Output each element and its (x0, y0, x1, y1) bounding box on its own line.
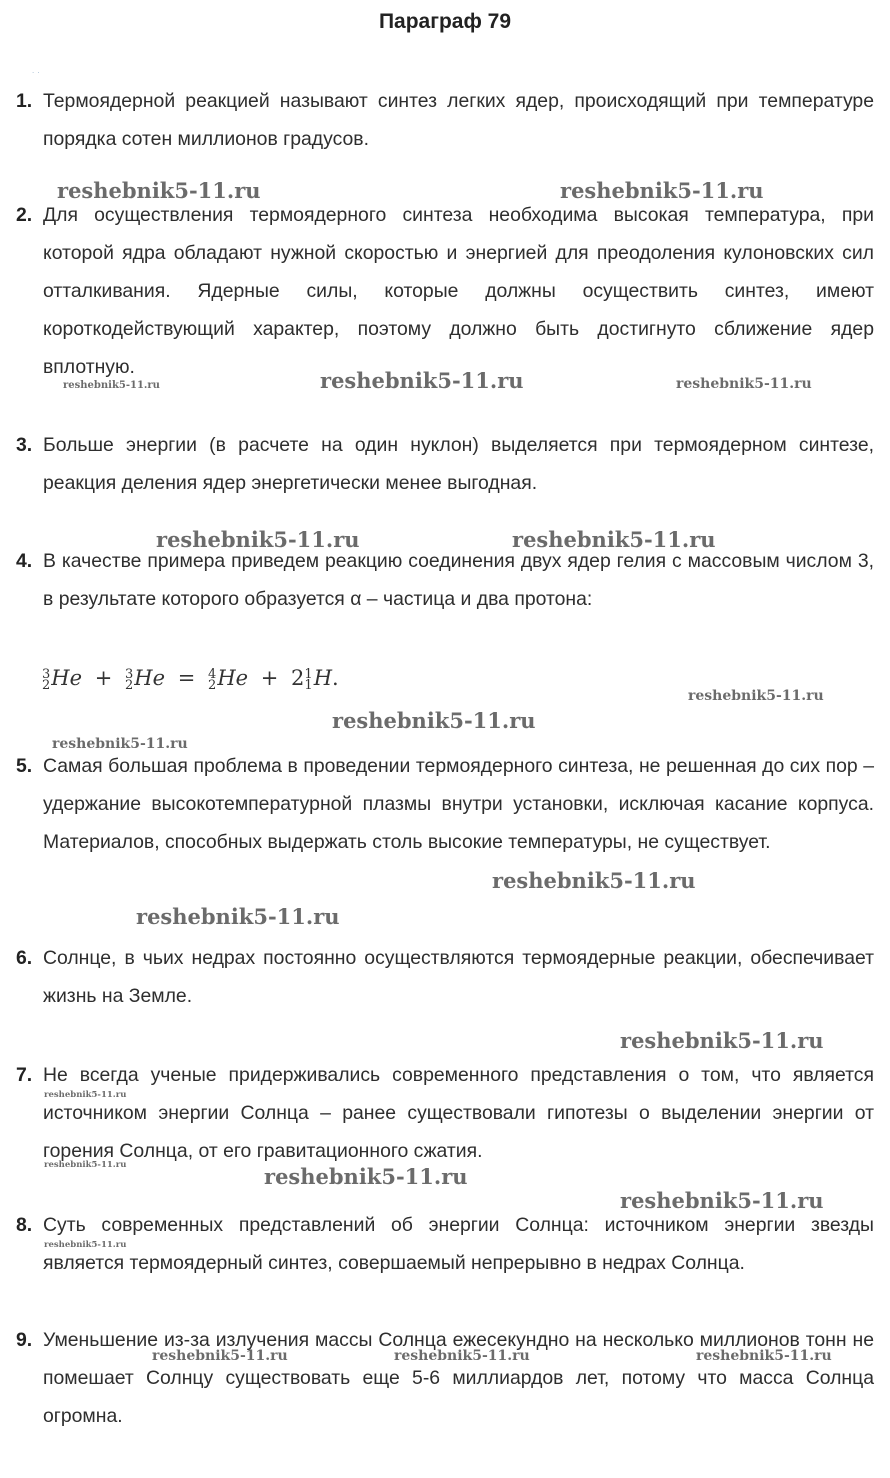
isotope-indices: 3 2 (125, 666, 134, 693)
item-text: Самая большая проблема в проведении термоядерного синтеза, не решенная до сих пор – удержание высокотемпературной плазмы внутри установки, исключая касание корпуса. Материалов, способных выдержать столь высокие температуры, не существует. (43, 755, 874, 853)
element-symbol: H (313, 666, 333, 690)
item-text: Суть современных представлений об энергии Солнца: источником энергии звезды является термоядерный синтез, совершаемый непрерывно в недрах Солнца. (43, 1214, 874, 1274)
item-text: Для осуществления термоядерного синтеза необходима высокая температура, при которой ядра обладают нужной скоростью и энергией для преодоления кулоновских сил отталкивания. Ядерные силы, которые должны осуществить синтез, имеют короткодействующий характер, поэтому должно быть достигнуто сближение ядер вплотную. (43, 204, 874, 378)
period: . (332, 666, 339, 690)
watermark: reshebnik5-11.ru (264, 1164, 468, 1189)
item-number: 2. (16, 204, 33, 226)
item-text: Больше энергии (в расчете на один нуклон) выделяется при термоядерном синтезе, реакция деления ядер энергетически менее выгодная. (43, 434, 874, 494)
fusion-reaction-formula (42, 666, 339, 691)
watermark: reshebnik5-11.ru (63, 380, 160, 391)
item-text: В качестве примера приведем реакцию соединения двух ядер гелия с массовым числом 3, в результате которого образуется α – частица и два протона: (43, 550, 874, 610)
item-text: Не всегда ученые придерживались современного представления о том, что является источником энергии Солнца – ранее существовали гипотезы о выделении энергии от горения Солнца, от его гравитационного сжатия. (43, 1064, 874, 1162)
watermark: reshebnik5-11.ru (676, 376, 812, 392)
watermark: reshebnik5-11.ru (620, 1028, 824, 1053)
watermark: reshebnik5-11.ru (320, 368, 524, 393)
element-symbol: He (51, 666, 83, 690)
watermark: reshebnik5-11.ru (620, 1188, 824, 1213)
watermark: reshebnik5-11.ru (44, 1240, 127, 1250)
answer-item-8 (16, 1206, 874, 1282)
item-number: 5. (16, 755, 33, 777)
item-number: 7. (16, 1064, 33, 1086)
item-text: Уменьшение из-за излучения массы Солнца ежесекундно на несколько миллионов тонн не помешает Солнцу существовать еще 5-6 миллиардов лет, потому что масса Солнца огромна. (43, 1329, 874, 1427)
watermark: reshebnik5-11.ru (492, 868, 696, 893)
watermark: reshebnik5-11.ru (156, 527, 360, 552)
coefficient: 2 (291, 666, 305, 690)
watermark: reshebnik5-11.ru (136, 904, 340, 929)
watermark: reshebnik5-11.ru (512, 527, 716, 552)
answer-item-4 (16, 542, 874, 618)
plus-sign: + (94, 666, 113, 690)
watermark: reshebnik5-11.ru (560, 178, 764, 203)
watermark: reshebnik5-11.ru (44, 1160, 127, 1170)
equals-sign: = (177, 666, 196, 690)
watermark: reshebnik5-11.ru (696, 1348, 832, 1364)
decorative-dots: .. (32, 66, 43, 75)
answer-item-9 (16, 1321, 874, 1435)
item-number: 9. (16, 1329, 33, 1351)
watermark: reshebnik5-11.ru (394, 1348, 530, 1364)
plus-sign: + (260, 666, 279, 690)
item-number: 3. (16, 434, 33, 456)
answer-item-2 (16, 196, 874, 386)
page-title: Параграф 79 (378, 10, 512, 33)
item-number: 6. (16, 947, 33, 969)
isotope-indices: 3 2 (42, 666, 51, 693)
answer-item-7 (16, 1056, 874, 1170)
watermark: reshebnik5-11.ru (44, 1090, 127, 1100)
watermark: reshebnik5-11.ru (52, 736, 188, 752)
element-symbol: He (134, 666, 166, 690)
isotope-indices: 4 2 (208, 666, 217, 693)
item-number: 8. (16, 1214, 33, 1236)
answer-item-5 (16, 747, 874, 861)
answer-item-6 (16, 939, 874, 1015)
element-symbol: He (217, 666, 249, 690)
watermark: reshebnik5-11.ru (332, 708, 536, 733)
isotope-indices: 1 1 (304, 666, 313, 693)
watermark: reshebnik5-11.ru (152, 1348, 288, 1364)
answer-item-1 (16, 82, 874, 158)
item-number: 4. (16, 550, 33, 572)
watermark: reshebnik5-11.ru (688, 688, 824, 704)
answer-item-3 (16, 426, 874, 502)
watermark: reshebnik5-11.ru (57, 178, 261, 203)
item-number: 1. (16, 90, 33, 112)
item-text: Солнце, в чьих недрах постоянно осуществляются термоядерные реакции, обеспечивает жизнь на Земле. (43, 947, 874, 1007)
item-text: Термоядерной реакцией называют синтез легких ядер, происходящий при температуре порядка сотен миллионов градусов. (43, 90, 874, 150)
